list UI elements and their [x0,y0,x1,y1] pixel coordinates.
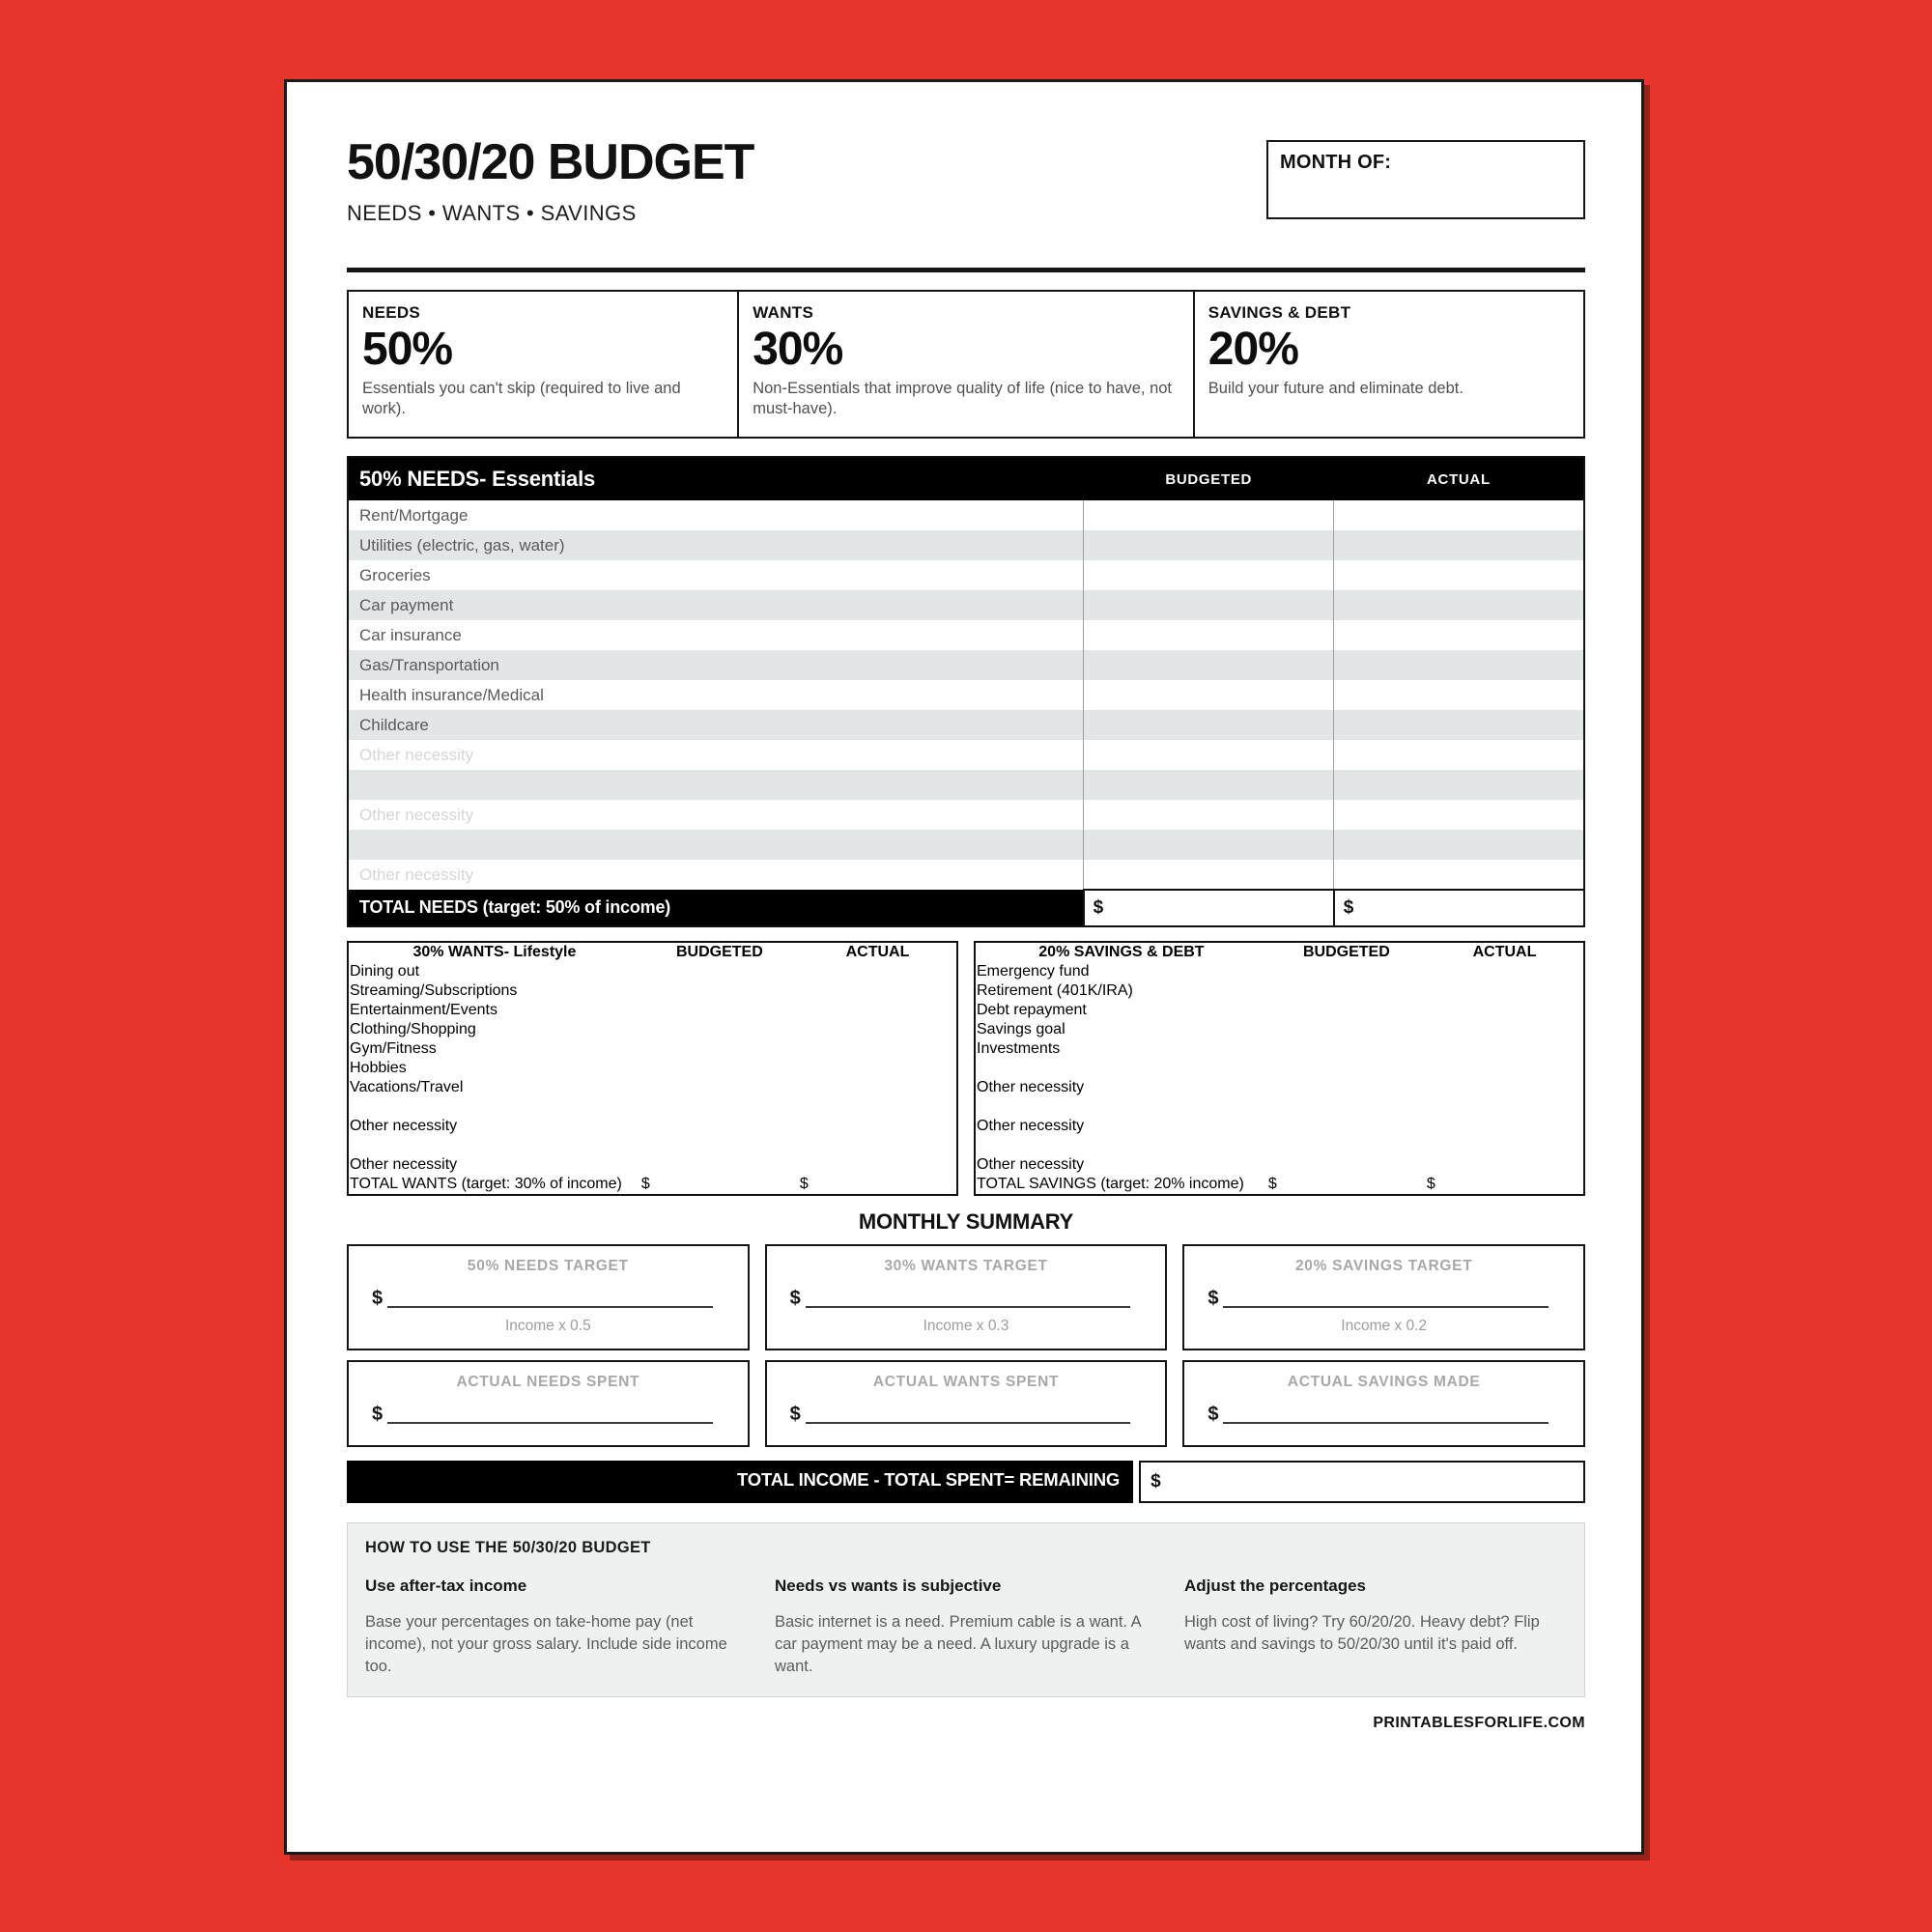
table-row [348,830,1584,860]
savings-table [974,941,1585,1196]
header-divider [347,268,1585,272]
table-row [975,1001,1584,1020]
row-actual-cell[interactable] [1334,650,1584,680]
row-actual-cell[interactable] [799,1078,957,1097]
row-budgeted-cell[interactable] [640,1097,799,1117]
summary-box-savings-target[interactable] [1182,1244,1585,1350]
row-budgeted-cell[interactable] [1084,530,1334,560]
row-actual-cell[interactable] [799,1155,957,1175]
pct-value-savings: 20% [1208,324,1298,375]
wants-table-body [348,962,957,1175]
row-category-label [975,1097,1267,1117]
summary-input-needs-target[interactable] [366,1289,730,1308]
row-budgeted-cell[interactable] [1084,740,1334,770]
write-in-rule [1223,1292,1548,1308]
table-row [975,1059,1584,1078]
row-category-label: Other necessity [350,1118,458,1135]
row-budgeted-cell[interactable] [1267,1059,1426,1078]
pct-kicker-needs: NEEDS [362,303,421,322]
savings-total-actual[interactable]: $ [1426,1176,1435,1193]
row-actual-cell[interactable] [1426,1117,1584,1136]
savings-col-budgeted: BUDGETED [1303,944,1390,961]
summary-label-actual-savings: ACTUAL SAVINGS MADE [1287,1374,1481,1391]
pct-desc-savings: Build your future and eliminate debt. [1208,379,1463,397]
row-actual-cell[interactable] [1426,1039,1584,1059]
row-category-label: Investments [977,1040,1061,1058]
dollar-sign-icon: $ [789,1288,801,1310]
row-actual-cell[interactable] [1334,770,1584,800]
pct-value-wants: 30% [753,324,843,375]
how-to-body-adjust: High cost of living? Try 60/20/20. Heavy debt? Flip wants and savings to 50/20/30 until it's paid off. [1184,1613,1540,1653]
row-budgeted-cell[interactable] [1084,500,1334,530]
savings-total-row [975,1175,1584,1195]
table-row [348,500,1584,530]
row-category-label: Retirement (401K/IRA) [977,982,1133,1000]
row-budgeted-cell[interactable] [640,1039,799,1059]
row-actual-cell[interactable] [1426,1078,1584,1097]
table-row [348,860,1584,890]
table-row [348,981,957,1001]
table-row [348,1001,957,1020]
savings-total-label: TOTAL SAVINGS (target: 20% income) [977,1176,1244,1193]
row-budgeted-cell[interactable] [640,981,799,1001]
row-category-label: Clothing/Shopping [350,1021,476,1038]
row-budgeted-cell[interactable] [640,1155,799,1175]
row-actual-cell[interactable] [1426,1097,1584,1117]
summary-input-actual-savings[interactable] [1202,1405,1566,1424]
row-budgeted-cell[interactable] [1267,981,1426,1001]
row-actual-cell[interactable] [1334,830,1584,860]
row-category-label [348,830,1084,860]
row-budgeted-cell[interactable] [640,1117,799,1136]
row-budgeted-cell[interactable] [1084,620,1334,650]
row-actual-cell[interactable] [799,1117,957,1136]
pct-kicker-wants: WANTS [753,303,814,322]
summary-label-savings-target: 20% SAVINGS TARGET [1294,1258,1473,1275]
month-of-label: MONTH OF: [1280,152,1392,173]
row-actual-cell[interactable] [1334,590,1584,620]
savings-total-budgeted[interactable]: $ [1267,1176,1277,1193]
how-to-col-after-tax [365,1577,748,1677]
row-budgeted-cell[interactable] [1267,1155,1426,1175]
table-row [348,530,1584,560]
row-budgeted-cell[interactable] [1084,560,1334,590]
row-category-label: Vacations/Travel [350,1079,464,1096]
wants-total-actual[interactable]: $ [799,1176,809,1193]
how-to-heading-adjust: Adjust the percentages [1184,1577,1366,1596]
row-budgeted-cell[interactable] [1267,962,1426,981]
row-budgeted-cell[interactable] [1267,1078,1426,1097]
summary-label-wants-target: 30% WANTS TARGET [884,1258,1048,1275]
wants-col-budgeted: BUDGETED [676,944,763,961]
savings-table-title: 20% SAVINGS & DEBT [1038,944,1205,961]
row-actual-cell[interactable] [1334,740,1584,770]
pct-desc-needs: Essentials you can't skip (required to live and work). [362,379,681,417]
dollar-sign-icon: $ [372,1404,384,1426]
row-actual-cell[interactable] [1426,981,1584,1001]
needs-total-actual[interactable]: $ [1334,890,1584,926]
table-row [975,1078,1584,1097]
page-subtitle: NEEDS • WANTS • SAVINGS [347,200,637,225]
dollar-sign-icon: $ [1208,1404,1219,1426]
row-budgeted-cell[interactable] [640,1020,799,1039]
needs-table-header-row [348,457,1584,500]
table-row [348,962,957,981]
how-to-body-after-tax: Base your percentages on take-home pay (net income), not your gross salary. Include side income too. [365,1613,727,1675]
row-category-label: Debt repayment [977,1002,1087,1019]
row-actual-cell[interactable] [1334,500,1584,530]
month-of-field[interactable] [1266,140,1585,219]
row-actual-cell[interactable] [1426,962,1584,981]
wants-table-wrapper [347,941,958,1196]
wants-savings-row [347,941,1585,1196]
row-category-label: Car payment [348,590,1084,620]
masthead [347,136,1585,260]
page-sheet-wrapper [284,79,1585,1855]
row-budgeted-cell[interactable] [640,1059,799,1078]
table-row [348,1155,957,1175]
row-budgeted-cell[interactable] [1267,1117,1426,1136]
table-row [975,1136,1584,1155]
row-category-label: Hobbies [350,1060,407,1077]
summary-input-savings-target[interactable] [1202,1289,1566,1308]
row-actual-cell[interactable] [799,1001,957,1020]
row-budgeted-cell[interactable] [1267,1039,1426,1059]
pct-card-wants [739,292,1195,437]
row-category-label: Other necessity [348,800,1084,830]
row-category-label: Other necessity [977,1079,1085,1096]
row-actual-cell[interactable] [799,962,957,981]
how-to-col-subjective [775,1577,1157,1677]
needs-total-budgeted[interactable]: $ [1084,890,1334,926]
wants-col-actual: ACTUAL [845,944,910,961]
percentage-cards [347,290,1585,439]
summary-input-wants-target[interactable] [784,1289,1149,1308]
row-budgeted-cell[interactable] [1267,1001,1426,1020]
needs-table-title: 50% NEEDS- Essentials [348,457,1084,500]
row-actual-cell[interactable] [1334,620,1584,650]
summary-label-needs-target: 50% NEEDS TARGET [467,1258,629,1275]
summary-box-actual-wants[interactable] [765,1360,1168,1447]
savings-table-wrapper [974,941,1585,1196]
wants-total-budgeted[interactable]: $ [640,1176,650,1193]
table-row [348,1020,957,1039]
row-budgeted-cell[interactable] [1084,590,1334,620]
row-budgeted-cell[interactable] [1267,1020,1426,1039]
summary-label-actual-needs: ACTUAL NEEDS SPENT [456,1374,640,1391]
dollar-sign-icon: $ [789,1404,801,1426]
needs-total-row [348,890,1584,926]
dollar-sign-icon: $ [1208,1288,1219,1310]
page-title: 50/30/20 BUDGET [347,134,754,190]
table-row [975,1155,1584,1175]
table-row [348,800,1584,830]
wants-table-header-row [348,942,957,962]
row-category-label: Health insurance/Medical [348,680,1084,710]
savings-col-actual: ACTUAL [1472,944,1537,961]
pct-card-savings [1195,292,1583,437]
row-actual-cell[interactable] [1426,1059,1584,1078]
row-budgeted-cell[interactable] [1084,860,1334,890]
how-to-body-subjective: Basic internet is a need. Premium cable is a want. A car payment may be a need. A luxury upgrade is a want. [775,1613,1141,1675]
row-category-label: Dining out [350,963,420,980]
summary-actuals-row [347,1360,1585,1447]
write-in-rule [806,1407,1131,1424]
write-in-rule [1223,1407,1548,1424]
row-category-label [348,1136,640,1155]
row-category-label: Other necessity [350,1156,458,1174]
table-row [975,962,1584,981]
pct-value-needs: 50% [362,324,453,375]
how-to-use-title: HOW TO USE THE 50/30/20 BUDGET [365,1539,651,1557]
row-category-label: Other necessity [977,1118,1085,1135]
table-row [348,1136,957,1155]
printable-sheet [284,79,1644,1855]
savings-table-header-row [975,942,1584,962]
row-category-label: Other necessity [977,1156,1085,1174]
row-category-label: Gas/Transportation [348,650,1084,680]
summary-hint-wants-target: Income x 0.3 [923,1318,1009,1335]
table-row [348,1097,957,1117]
row-budgeted-cell[interactable] [1084,830,1334,860]
pct-desc-wants: Non-Essentials that improve quality of life (nice to have, not must-have). [753,379,1173,417]
row-category-label: Emergency fund [977,963,1090,980]
table-row [975,1117,1584,1136]
summary-label-actual-wants: ACTUAL WANTS SPENT [872,1374,1060,1391]
row-budgeted-cell[interactable] [1084,650,1334,680]
row-actual-cell[interactable] [1334,680,1584,710]
row-actual-cell[interactable] [1426,1001,1584,1020]
pct-card-needs [349,292,739,437]
summary-hint-savings-target: Income x 0.2 [1341,1318,1428,1335]
savings-table-body [975,962,1584,1175]
table-row [348,620,1584,650]
wants-table [347,941,958,1196]
sheet-content [347,136,1585,1813]
row-actual-cell[interactable] [799,981,957,1001]
wants-total-label: TOTAL WANTS (target: 30% of income) [350,1176,622,1193]
table-row [348,1059,957,1078]
summary-input-actual-needs[interactable] [366,1405,730,1424]
row-category-label: Other necessity [348,740,1084,770]
row-category-label: Car insurance [348,620,1084,650]
row-category-label [975,1059,1267,1078]
row-actual-cell[interactable] [799,1097,957,1117]
row-category-label: Utilities (electric, gas, water) [348,530,1084,560]
needs-table [347,456,1585,927]
summary-input-actual-wants[interactable] [784,1405,1149,1424]
row-actual-cell[interactable] [1334,530,1584,560]
row-budgeted-cell[interactable] [1084,770,1334,800]
needs-table-body [348,500,1584,890]
wants-total-row [348,1175,957,1195]
summary-hint-needs-target: Income x 0.5 [504,1318,591,1335]
summary-targets-row [347,1244,1585,1350]
row-category-label: Groceries [348,560,1084,590]
row-actual-cell[interactable] [1334,560,1584,590]
row-category-label: Entertainment/Events [350,1002,497,1019]
summary-box-actual-savings[interactable] [1182,1360,1585,1447]
row-actual-cell[interactable] [1334,860,1584,890]
table-row [975,1097,1584,1117]
row-actual-cell[interactable] [1426,1020,1584,1039]
table-row [348,1039,957,1059]
write-in-rule [806,1292,1131,1308]
how-to-heading-subjective: Needs vs wants is subjective [775,1577,1002,1596]
write-in-rule [387,1407,713,1424]
pct-kicker-savings: SAVINGS & DEBT [1208,303,1351,322]
table-row [348,1078,957,1097]
table-row [348,740,1584,770]
how-to-heading-after-tax: Use after-tax income [365,1577,527,1596]
table-row [975,1020,1584,1039]
table-row [348,590,1584,620]
row-category-label: Savings goal [977,1021,1065,1038]
row-budgeted-cell[interactable] [1084,800,1334,830]
summary-box-wants-target[interactable] [765,1244,1168,1350]
row-budgeted-cell[interactable] [1267,1097,1426,1117]
row-category-label [975,1136,1267,1155]
row-actual-cell[interactable] [799,1039,957,1059]
row-actual-cell[interactable] [1426,1155,1584,1175]
row-budgeted-cell[interactable] [1084,680,1334,710]
row-category-label: Streaming/Subscriptions [350,982,518,1000]
table-row [348,1117,957,1136]
row-budgeted-cell[interactable] [640,962,799,981]
remaining-row [347,1461,1585,1503]
row-actual-cell[interactable] [1334,800,1584,830]
how-to-use-panel [347,1522,1585,1697]
row-budgeted-cell[interactable] [640,1001,799,1020]
write-in-rule [387,1292,713,1308]
table-row [348,770,1584,800]
table-row [348,560,1584,590]
wants-table-title: 30% WANTS- Lifestyle [412,944,577,961]
table-row [975,981,1584,1001]
remaining-label: TOTAL INCOME - TOTAL SPENT= REMAINING [347,1461,1133,1503]
monthly-summary-title: MONTHLY SUMMARY [858,1209,1074,1235]
row-category-label: Childcare [348,710,1084,740]
table-row [348,680,1584,710]
table-row [975,1039,1584,1059]
footer-brand: PRINTABLESFORLIFE.COM [1373,1715,1585,1732]
row-category-label [348,1097,640,1117]
table-row [348,650,1584,680]
row-actual-cell[interactable] [799,1020,957,1039]
row-category-label: Rent/Mortgage [348,500,1084,530]
table-row [348,710,1584,740]
row-budgeted-cell[interactable] [1267,1136,1426,1155]
row-category-label: Gym/Fitness [350,1040,437,1058]
row-actual-cell[interactable] [799,1136,957,1155]
row-category-label: Other necessity [348,860,1084,890]
row-actual-cell[interactable] [799,1059,957,1078]
how-to-col-adjust [1184,1577,1567,1677]
summary-box-needs-target[interactable] [347,1244,750,1350]
row-actual-cell[interactable] [1334,710,1584,740]
row-budgeted-cell[interactable] [640,1078,799,1097]
needs-col-budgeted: BUDGETED [1084,457,1334,500]
row-budgeted-cell[interactable] [640,1136,799,1155]
how-to-use-columns [365,1577,1567,1677]
row-budgeted-cell[interactable] [1084,710,1334,740]
remaining-input[interactable]: $ [1139,1461,1585,1503]
row-category-label [348,770,1084,800]
needs-total-label: TOTAL NEEDS (target: 50% of income) [348,890,1084,926]
needs-col-actual: ACTUAL [1334,457,1584,500]
dollar-sign-icon: $ [372,1288,384,1310]
summary-box-actual-needs[interactable] [347,1360,750,1447]
row-actual-cell[interactable] [1426,1136,1584,1155]
